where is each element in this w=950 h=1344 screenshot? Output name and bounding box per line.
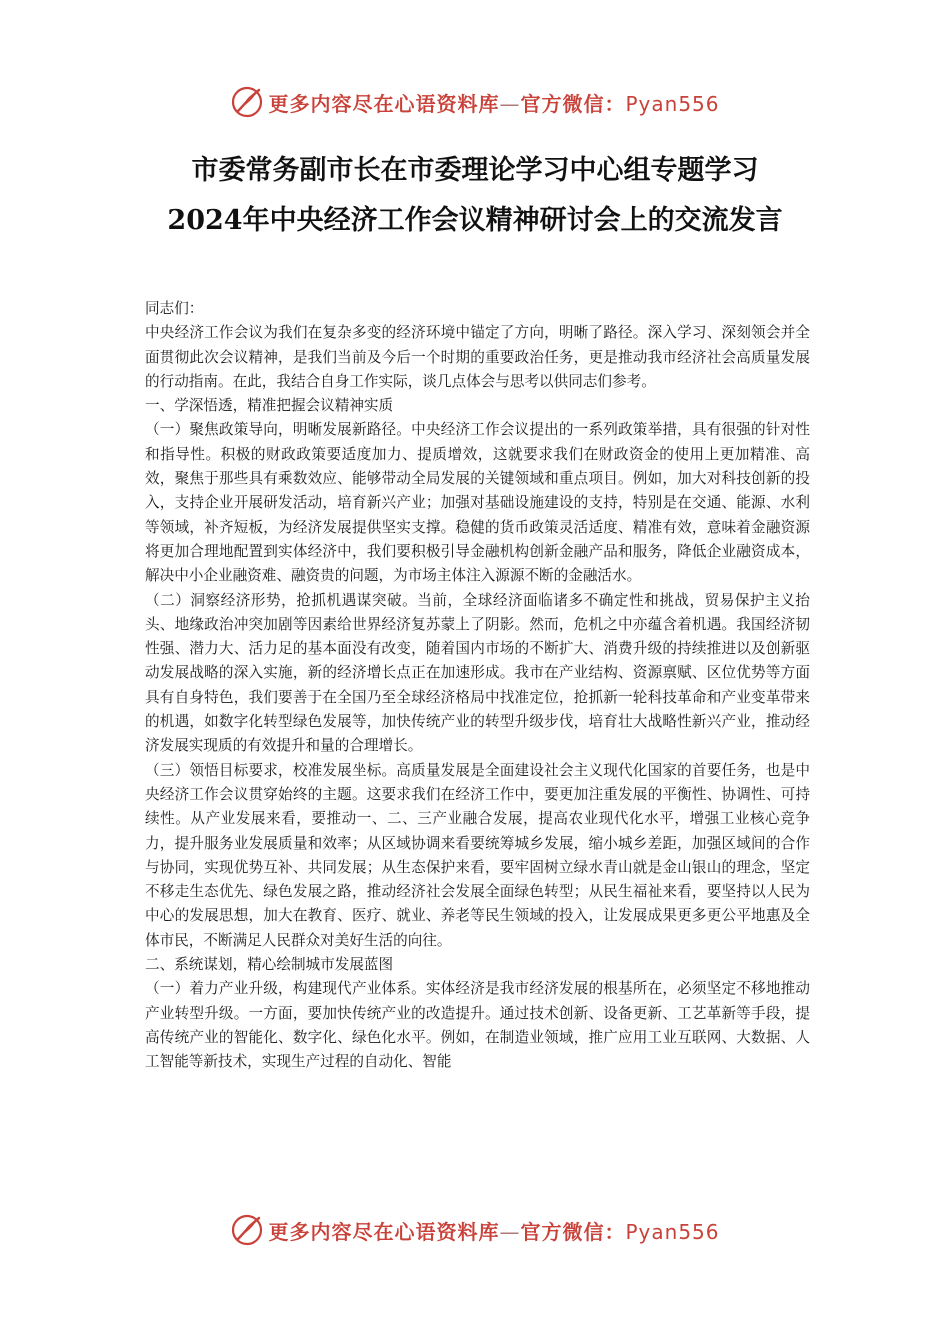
footer-watermark-banner [0, 1210, 950, 1250]
quill-logo-icon [230, 85, 264, 119]
document-title [0, 146, 950, 246]
banner-separator: — [499, 91, 521, 116]
paragraph-1-3: （三）领悟目标要求，校准发展坐标。高质量发展是全面建设社会主义现代化国家的首要任务，也是中央经济工作会议贯穿始终的主题。这要求我们在经济工作中，要更加注重发展的平衡性、协调性、可持续性。从产业发展来看，要推动一、二、三产业融合发展，提高农业现代化水平，增强工业核心竞争力，提升服务业发展质量和效率；从区域协调来看要统筹城乡发展，缩小城乡差距，加强区域间的合作与协同，实现优势互补、共同发展；从生态保护来看，要牢固树立绿水青山就是金山银山的理念，坚定不移走生态优先、绿色发展之路，推动经济社会发展全面绿色转型；从民生福祉来看，要坚持以人民为中心的发展思想，加大在教育、医疗、就业、养老等民生领域的投入，让发展成果更多更公平地惠及全体市民，不断满足人民群众对美好生活的向往。 [145, 761, 810, 949]
banner-main-text: 更多内容尽在心语资料库 [268, 1219, 500, 1244]
document-title-line-2: 2024年中央经济工作会议精神研讨会上的交流发言 [167, 205, 783, 236]
banner-wechat-id: Pyan556 [625, 1219, 720, 1244]
banner-separator: — [499, 1219, 521, 1244]
intro-paragraph: 中央经济工作会议为我们在复杂多变的经济环境中锚定了方向，明晰了路径。深入学习、深刻领会并全面贯彻此次会议精神，是我们当前及今后一个时期的重要政治任务，更是推动我市经济社会高质量发展的行动指南。在此，我结合自身工作实际，谈几点体会与思考以供同志们参考。 [145, 324, 810, 390]
paragraph-1-1: （一）聚焦政策导向，明晰发展新路径。中央经济工作会议提出的一系列政策举措，具有很强的针对性和指导性。积极的财政政策要适度加力、提质增效，这就要求我们在财政资金的使用上更加精准、高效，聚焦于那些具有乘数效应、能够带动全局发展的关键领域和重点项目。例如，加大对科技创新的投入，支持企业开展研发活动，培育新兴产业；加强对基础设施建设的支持，特别是在交通、能源、水利等领域，补齐短板，为经济发展提供坚实支撑。稳健的货币政策灵活适度、精准有效，意味着金融资源将更加合理地配置到实体经济中，我们要积极引导金融机构创新金融产品和服务，降低企业融资成本，解决中小企业融资难、融资贵的问题，为市场主体注入源源不断的金融活水。 [145, 421, 810, 585]
salutation: 同志们： [145, 300, 204, 317]
section-heading-2: 二、系统谋划，精心绘制城市发展蓝图 [145, 956, 394, 974]
header-watermark-banner [0, 82, 950, 122]
banner-wechat-id: Pyan556 [625, 91, 720, 116]
document-body [145, 297, 810, 1075]
section-heading-1: 一、学深悟透，精准把握会议精神实质 [145, 397, 394, 415]
banner-wechat-label: 官方微信： [520, 91, 626, 116]
banner-text [268, 1216, 719, 1245]
banner-text [268, 88, 719, 117]
document-title-line-1: 市委常务副市长在市委理论学习中心组专题学习 [191, 155, 759, 186]
quill-logo-icon [230, 1213, 264, 1247]
paragraph-1-2: （二）洞察经济形势，抢抓机遇谋突破。当前，全球经济面临诸多不确定性和挑战，贸易保护主义抬头、地缘政治冲突加剧等因素给世界经济复苏蒙上了阴影。然而，危机之中亦蕴含着机遇。我国经济韧性强、潜力大、活力足的基本面没有改变，随着国内市场的不断扩大、消费升级的持续推进以及创新驱动发展战略的深入实施，新的经济增长点正在加速形成。我市在产业结构、资源禀赋、区位优势等方面具有自身特色，我们要善于在全国乃至全球经济格局中找准定位，抢抓新一轮科技革命和产业变革带来的机遇，如数字化转型绿色发展等，加快传统产业的转型升级步伐，培育壮大战略性新兴产业，推动经济发展实现质的有效提升和量的合理增长。 [145, 591, 810, 755]
banner-main-text: 更多内容尽在心语资料库 [268, 91, 500, 116]
paragraph-2-1: （一）着力产业升级，构建现代产业体系。实体经济是我市经济发展的根基所在，必须坚定不移地推动产业转型升级。一方面，要加快传统产业的改造提升。通过技术创新、设备更新、工艺革新等手段，提高传统产业的智能化、数字化、绿色化水平。例如，在制造业领域，推广应用工业互联网、大数据、人工智能等新技术，实现生产过程的自动化、智能 [145, 980, 810, 1071]
banner-wechat-label: 官方微信： [520, 1219, 626, 1244]
